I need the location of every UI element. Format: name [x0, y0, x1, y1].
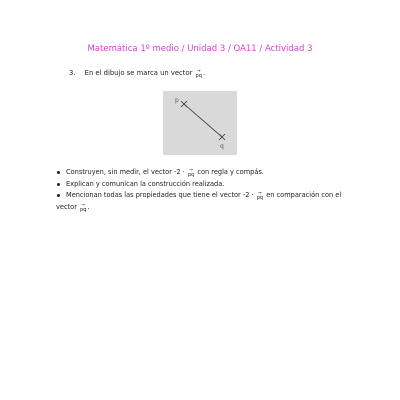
- bullet-3-text: Mencionan todas las propiedades que tiene el vector -2 ·: [66, 191, 254, 199]
- vector-pq-symbol: [188, 169, 194, 178]
- vector-figure: [163, 91, 237, 155]
- vector-label: pq: [187, 172, 195, 178]
- vector-segment: [184, 104, 222, 137]
- bullet-1-text-end: con regla y compás.: [197, 168, 264, 176]
- vector-arrow: →: [189, 168, 193, 173]
- vector-arrow: →: [258, 191, 262, 196]
- question-number: 3.: [69, 69, 76, 77]
- vector-pq-symbol: [80, 204, 86, 213]
- bullet-item-3: [56, 190, 356, 213]
- vector-label: pq: [195, 73, 202, 79]
- bullet-2-text: Explican y comunican la construcción realizada.: [66, 179, 225, 188]
- bullet-1-text: Construyen, sin medir, el vector -2 ·: [66, 168, 185, 176]
- vector-diagram: [163, 91, 237, 155]
- vector-pq-symbol: [257, 192, 263, 201]
- vector-arrow: →: [81, 202, 86, 208]
- vector-label: pq: [80, 206, 87, 213]
- bullet-3-line2: vector: [56, 202, 77, 211]
- bullet-item-1: [56, 167, 356, 179]
- bullet-3-continuation: [56, 202, 356, 214]
- label-q: q: [220, 143, 224, 150]
- bullet-list: [56, 167, 356, 213]
- label-p: p: [175, 97, 179, 104]
- point-q-cross: [219, 134, 225, 140]
- point-p-cross: [181, 101, 187, 107]
- bullet-item-2: [56, 179, 356, 191]
- question-period: .: [202, 69, 206, 77]
- bullet-3-end: .: [87, 202, 90, 211]
- bullet-3-text-end: en comparación con el: [266, 191, 342, 199]
- question-text: En el dibujo se marca un vector: [84, 69, 193, 77]
- vector-pq-symbol: [196, 70, 202, 79]
- vector-arrow: →: [196, 69, 201, 74]
- question-3: [69, 69, 205, 79]
- page-title: Matemática 1º medio / Unidad 3 / OA11 / Actividad 3: [87, 44, 313, 54]
- vector-label: pq: [256, 195, 264, 201]
